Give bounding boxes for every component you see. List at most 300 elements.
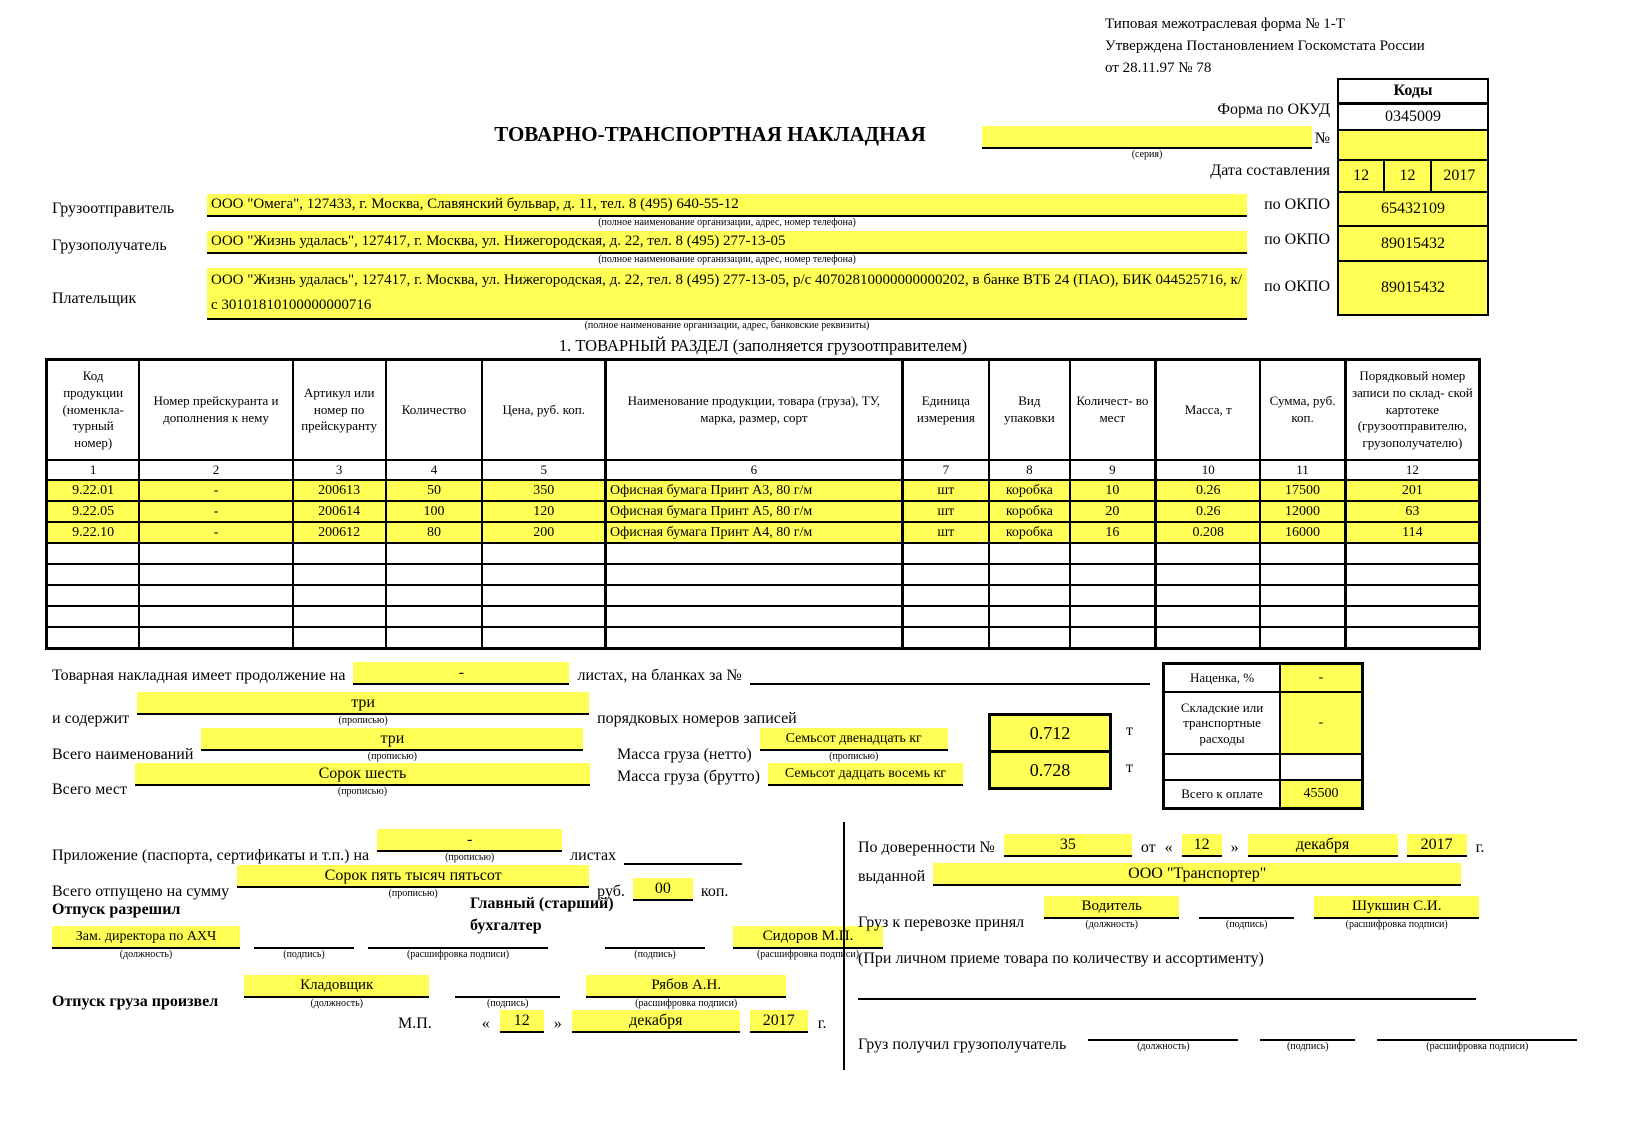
continuation-pre: Товарная накладная имеет продолжение на (52, 667, 346, 684)
cell[interactable] (139, 564, 292, 585)
names-field-wrap (201, 728, 583, 764)
col-header: Количество (386, 360, 483, 461)
gross-words-wrap (768, 763, 963, 786)
continuation-line2 (52, 692, 797, 728)
consignor-label: Грузоотправитель (52, 200, 175, 217)
table-row (47, 585, 1480, 606)
cell[interactable] (1260, 606, 1345, 627)
cell[interactable]: шт (902, 501, 989, 522)
col-number: 3 (293, 460, 386, 480)
cell[interactable] (47, 606, 140, 627)
cell[interactable] (606, 606, 903, 627)
accepted-position-wrap (1044, 896, 1179, 932)
okud-label: Форма по ОКУД (1217, 101, 1330, 118)
issued-field[interactable]: ООО "Транспортер" (933, 863, 1461, 886)
kop-field[interactable]: 00 (633, 878, 693, 901)
cell[interactable]: - (139, 501, 292, 522)
stamp-date-line (398, 1010, 827, 1033)
cell[interactable] (902, 627, 989, 649)
cell[interactable]: 114 (1345, 522, 1479, 543)
accepted-position-field[interactable]: Водитель (1044, 896, 1179, 919)
goods-header-row (47, 360, 1480, 461)
net-mass-field[interactable]: 0.712 (991, 716, 1109, 750)
places-label: Всего мест (52, 780, 127, 798)
cell[interactable]: 0.208 (1155, 522, 1260, 543)
cell[interactable] (1345, 585, 1479, 606)
payer-field[interactable]: ООО "Жизнь удалась", 127417, г. Москва, ул. Нижегородская, д. 22, тел. 8 (495) 277-13-05, р/с 40702810000000000202, в банке ВТБ 24 (ПАО), БИК 044525716, к/с 30101810100000000716 (207, 268, 1247, 320)
cell[interactable] (139, 627, 292, 649)
cell[interactable] (989, 606, 1070, 627)
okpo-label-consignor: по ОКПО (1264, 196, 1330, 213)
sum-label: Всего отпущено на сумму (52, 882, 230, 900)
attachment-pre: Приложение (паспорта, сертификаты и т.п.) на (52, 846, 370, 864)
cell[interactable] (902, 606, 989, 627)
release-allowed-label: Отпуск разрешил (52, 901, 181, 918)
payer-okpo-field[interactable]: 89015432 (1339, 262, 1487, 314)
accepted-sign-field[interactable] (1199, 896, 1294, 919)
warrant-from: от (1140, 839, 1156, 856)
accepted-name-field[interactable]: Шукшин С.И. (1314, 896, 1479, 919)
cell[interactable] (989, 543, 1070, 564)
col-number: 5 (482, 460, 605, 480)
words-caption: (прописью) (337, 786, 388, 797)
received-position-wrap (1088, 1018, 1238, 1054)
warrant-month-field[interactable]: декабря (1248, 834, 1398, 857)
codes-title: Коды (1339, 80, 1487, 104)
cell[interactable]: 16000 (1260, 522, 1345, 543)
warrant-year-field[interactable]: 2017 (1407, 834, 1467, 857)
cell[interactable] (1070, 627, 1156, 649)
cell[interactable]: коробка (989, 522, 1070, 543)
release-month-wrap (572, 1010, 740, 1033)
cell[interactable]: - (139, 480, 292, 501)
cell[interactable] (386, 627, 483, 649)
made-position-field[interactable]: Кладовщик (244, 975, 429, 998)
blank-sheets-line[interactable] (624, 843, 742, 865)
cell[interactable]: 80 (386, 522, 483, 543)
cell[interactable] (1070, 585, 1156, 606)
sign-name-caption: (расшифровка подписи) (1345, 919, 1448, 930)
col-header: Цена, руб. коп. (482, 360, 605, 461)
made-name-wrap (586, 975, 786, 1011)
form-note-line1: Типовая межотраслевая форма № 1-Т (1105, 16, 1345, 32)
col-number: 7 (902, 460, 989, 480)
okpo-label-payer: по ОКПО (1264, 278, 1330, 295)
contains-label: и содержит (52, 709, 130, 727)
cell[interactable]: 17500 (1260, 480, 1345, 501)
separator-line (858, 998, 1476, 1000)
accountant-sign-field[interactable] (605, 926, 705, 949)
cell[interactable] (1155, 564, 1260, 585)
cell[interactable]: коробка (989, 501, 1070, 522)
cell[interactable]: коробка (989, 480, 1070, 501)
cell[interactable] (902, 564, 989, 585)
cell[interactable] (139, 585, 292, 606)
col-header: Номер прейскуранта и дополнения к нему (139, 360, 292, 461)
cell[interactable] (1070, 543, 1156, 564)
warrant-no-wrap (1004, 834, 1132, 857)
attachment-field-wrap (377, 829, 562, 865)
date-month-field[interactable]: 12 (1383, 161, 1429, 191)
table-row (47, 522, 1480, 543)
cell[interactable] (1260, 543, 1345, 564)
continuation-sheets-field[interactable]: - (353, 662, 569, 685)
cell[interactable] (47, 543, 140, 564)
col-header: Наименование продукции, товара (груза), ТУ, марка, размер, сорт (606, 360, 903, 461)
cell[interactable] (482, 627, 605, 649)
col-header: Порядковый номер записи по склад- ской картотеке (грузоотправителю, грузополучателю) (1345, 360, 1479, 461)
cell[interactable] (1155, 543, 1260, 564)
cell[interactable] (606, 564, 903, 585)
col-number: 4 (386, 460, 483, 480)
form-note-line3: от 28.11.97 № 78 (1105, 59, 1212, 76)
cell[interactable]: 9.22.05 (47, 501, 140, 522)
charges-block (1162, 662, 1364, 810)
cell[interactable]: Офисная бумага Принт А4, 80 г/м (606, 522, 903, 543)
sign-caption: (подпись) (486, 998, 529, 1009)
quote-open: « (481, 1015, 490, 1032)
gross-words-field[interactable]: Семьсот дадцать восемь кг (768, 763, 963, 786)
cell[interactable] (482, 606, 605, 627)
cell[interactable]: 0.26 (1155, 480, 1260, 501)
markup-label: Наценка, % (1165, 665, 1281, 691)
words-caption: (прописью) (338, 715, 388, 726)
made-sign-wrap (455, 975, 560, 1011)
cell[interactable] (482, 585, 605, 606)
received-sign-field[interactable] (1260, 1018, 1355, 1041)
words-caption: (прописью) (388, 888, 438, 899)
cell[interactable]: 100 (386, 501, 483, 522)
places-field[interactable]: Сорок шесть (135, 763, 590, 786)
allowed-position-wrap (52, 926, 240, 962)
consignor-caption: (полное наименование организации, адрес, номер телефона) (598, 217, 856, 228)
blank-number-line[interactable] (750, 663, 1150, 685)
release-day-field[interactable]: 12 (500, 1010, 544, 1033)
col-number: 2 (139, 460, 292, 480)
cell[interactable]: 20 (1070, 501, 1156, 522)
cell[interactable] (386, 585, 483, 606)
gross-mass-field[interactable]: 0.728 (991, 750, 1109, 787)
release-year-field[interactable]: 2017 (750, 1010, 808, 1033)
cell[interactable] (1260, 585, 1345, 606)
warrant-day-field[interactable]: 12 (1182, 834, 1222, 857)
empty-label (1165, 755, 1281, 779)
serial-field[interactable] (982, 126, 1312, 149)
cell[interactable] (1070, 564, 1156, 585)
contains-post: порядковых номеров записей (597, 709, 797, 727)
date-fields (1339, 161, 1487, 193)
names-line (52, 728, 583, 764)
cell[interactable] (293, 627, 386, 649)
issued-label: выданной (858, 868, 926, 885)
payer-label: Плательщик (52, 290, 137, 307)
storage-row (1165, 693, 1361, 755)
col-number: 9 (1070, 460, 1156, 480)
cell[interactable] (606, 627, 903, 649)
position-caption: (должность) (1137, 1041, 1190, 1052)
cell[interactable] (1345, 606, 1479, 627)
accepted-sign-wrap (1199, 896, 1294, 932)
attachment-line (52, 829, 742, 865)
cell[interactable] (1155, 627, 1260, 649)
year-suffix: г. (817, 1015, 827, 1032)
goods-table (45, 358, 1481, 650)
issued-line (858, 863, 1461, 886)
cell[interactable] (293, 543, 386, 564)
cell[interactable] (989, 564, 1070, 585)
consignee-label: Грузополучатель (52, 237, 167, 254)
year-suffix: г. (1475, 839, 1485, 856)
col-header: Артикул или номер по прейскуранту (293, 360, 386, 461)
cell[interactable] (989, 627, 1070, 649)
cell[interactable] (1070, 606, 1156, 627)
received-label: Груз получил грузополучатель (858, 1035, 1067, 1053)
cell[interactable]: 120 (482, 501, 605, 522)
cell[interactable]: - (139, 522, 292, 543)
warrant-day-wrap (1182, 834, 1222, 857)
table-row (47, 564, 1480, 585)
consignor-field[interactable]: ООО "Омега", 127433, г. Москва, Славянский бульвар, д. 11, тел. 8 (495) 640-55-12 (207, 194, 1247, 217)
consignee-field-wrap (207, 231, 1247, 267)
sign-caption: (подпись) (1225, 919, 1268, 930)
cell[interactable]: 350 (482, 480, 605, 501)
table-row (47, 501, 1480, 522)
cell[interactable]: 200612 (293, 522, 386, 543)
warrant-year-wrap (1407, 834, 1467, 857)
made-name-field[interactable]: Рябов А.Н. (586, 975, 786, 998)
cell[interactable]: 200613 (293, 480, 386, 501)
net-words-field[interactable]: Семьсот двенадцать кг (760, 728, 948, 751)
accountant-sigs (605, 926, 883, 962)
release-day-wrap (500, 1010, 544, 1033)
personal-receipt-note: (При личном приеме товара по количеству и ассортименту) (858, 950, 1264, 967)
cell[interactable] (902, 585, 989, 606)
cell[interactable] (386, 564, 483, 585)
sign-name-caption: (расшифровка подписи) (756, 949, 860, 960)
cell[interactable]: 16 (1070, 522, 1156, 543)
section-divider (843, 822, 845, 1070)
total-row (1165, 781, 1361, 807)
cell[interactable] (293, 606, 386, 627)
cell[interactable] (1155, 585, 1260, 606)
table-row (47, 606, 1480, 627)
cell[interactable] (47, 585, 140, 606)
form-note-line2: Утверждена Постановлением Госкомстата России (1105, 37, 1425, 54)
made-sign-field[interactable] (455, 975, 560, 998)
date-year-field[interactable]: 2017 (1430, 161, 1487, 191)
page-title: ТОВАРНО-ТРАНСПОРТНАЯ НАКЛАДНАЯ (494, 122, 926, 146)
attachment-post: листах (570, 846, 617, 864)
cell[interactable] (293, 585, 386, 606)
received-name-field[interactable] (1377, 1018, 1577, 1041)
goods-number-row (47, 460, 1480, 480)
table-row (47, 543, 1480, 564)
date-day-field[interactable]: 12 (1353, 167, 1370, 184)
cell[interactable]: 9.22.01 (47, 480, 140, 501)
cell[interactable]: 200 (482, 522, 605, 543)
net-words-wrap (760, 728, 948, 764)
col-number: 6 (606, 460, 903, 480)
cell[interactable] (606, 543, 903, 564)
col-header: Единица измерения (902, 360, 989, 461)
total-field[interactable]: 45500 (1281, 781, 1361, 807)
cell[interactable] (386, 543, 483, 564)
cell[interactable] (1260, 564, 1345, 585)
okud-code-field: 0345009 (1339, 104, 1487, 131)
release-made-label: Отпуск груза произвел (52, 992, 219, 1010)
places-field-wrap (135, 763, 590, 799)
markup-field[interactable]: - (1281, 665, 1361, 691)
received-name-wrap (1377, 1018, 1577, 1054)
cell[interactable]: 50 (386, 480, 483, 501)
kop-field-wrap (633, 878, 693, 901)
continuation-sheets-wrap (353, 662, 569, 685)
col-header: Код продукции (номенкла- турный номер) (47, 360, 140, 461)
kop-label: коп. (700, 882, 729, 900)
cell[interactable] (47, 564, 140, 585)
cell[interactable]: 200614 (293, 501, 386, 522)
date-label: Дата составления (1210, 162, 1330, 179)
release-year-wrap (750, 1010, 808, 1033)
places-line (52, 763, 590, 799)
accountant-name-field[interactable]: Сидоров М.П. (733, 926, 883, 949)
warrant-month-wrap (1248, 834, 1398, 857)
net-mass-label: Масса груза (нетто) (617, 745, 752, 763)
payer-caption: (полное наименование организации, адрес, банковские реквизиты) (584, 320, 870, 331)
cell[interactable]: 9.22.10 (47, 522, 140, 543)
sign-name-caption: (расшифровка подписи) (406, 949, 510, 960)
sign-name-caption: (расшифровка подписи) (1426, 1041, 1529, 1052)
sign-name-caption: (расшифровка подписи) (635, 998, 738, 1009)
consignee-field[interactable]: ООО "Жизнь удалась", 127417, г. Москва, ул. Нижегородская, д. 22, тел. 8 (495) 277-13-05 (207, 231, 1247, 254)
cell[interactable] (1155, 606, 1260, 627)
accountant-label-1: Главный (старший) (470, 895, 614, 912)
col-number: 1 (47, 460, 140, 480)
table-row (47, 480, 1480, 501)
number-code-field[interactable] (1339, 131, 1487, 161)
cell[interactable]: Офисная бумага Принт А5, 80 г/м (606, 501, 903, 522)
col-header: Вид упаковки (989, 360, 1070, 461)
cell[interactable] (139, 606, 292, 627)
gross-mass-label: Масса груза (брутто) (617, 768, 760, 785)
cell[interactable]: шт (902, 480, 989, 501)
col-number: 12 (1345, 460, 1479, 480)
received-sign-wrap (1260, 1018, 1355, 1054)
markup-row (1165, 665, 1361, 693)
release-month-field[interactable]: декабря (572, 1010, 740, 1033)
empty-row (1165, 755, 1361, 781)
col-number: 10 (1155, 460, 1260, 480)
release-made-line (52, 975, 786, 1011)
gross-mass-line (617, 763, 963, 786)
serial-caption: (серия) (1131, 149, 1163, 160)
attachment-field[interactable]: - (377, 829, 562, 852)
words-caption: (прописью) (367, 751, 417, 762)
accountant-label-2: бухгалтер (470, 917, 542, 934)
cell[interactable]: 12000 (1260, 501, 1345, 522)
made-position-wrap (244, 975, 429, 1011)
cell[interactable] (1345, 627, 1479, 649)
words-caption: (прописью) (829, 751, 879, 762)
allowed-position-field[interactable]: Зам. директора по АХЧ (52, 926, 240, 949)
payer-field-wrap (207, 268, 1247, 333)
names-label: Всего наименований (52, 745, 194, 763)
cell[interactable] (139, 543, 292, 564)
goods-section-title: 1. ТОВАРНЫЙ РАЗДЕЛ (заполняется грузоотправителем) (558, 336, 968, 355)
cell[interactable] (902, 543, 989, 564)
col-number: 11 (1260, 460, 1345, 480)
consignee-okpo-field[interactable]: 89015432 (1339, 227, 1487, 262)
col-header: Сумма, руб. коп. (1260, 360, 1345, 461)
continuation-post: листах, на бланках за № (577, 667, 742, 684)
allowed-sign-field[interactable] (254, 926, 354, 949)
total-label: Всего к оплате (1165, 781, 1281, 807)
cell[interactable] (482, 543, 605, 564)
received-line (858, 1018, 1577, 1054)
form-note (1105, 14, 1635, 79)
allowed-sign-wrap (254, 926, 354, 962)
cell[interactable] (386, 606, 483, 627)
sign-caption: (подпись) (634, 949, 676, 960)
cell[interactable] (1345, 543, 1479, 564)
contains-field[interactable]: три (137, 692, 589, 715)
table-row (47, 627, 1480, 649)
storage-field[interactable]: - (1281, 693, 1361, 753)
col-number: 8 (989, 460, 1070, 480)
consignor-field-wrap (207, 194, 1247, 230)
cell[interactable]: 63 (1345, 501, 1479, 522)
accepted-line (858, 896, 1479, 932)
cell[interactable] (989, 585, 1070, 606)
cell[interactable]: 0.26 (1155, 501, 1260, 522)
cell[interactable] (47, 627, 140, 649)
cell[interactable] (293, 564, 386, 585)
warrant-pre: По доверенности № (858, 839, 995, 856)
received-position-field[interactable] (1088, 1018, 1238, 1041)
net-mass-line (617, 728, 948, 764)
consignee-caption: (полное наименование организации, адрес, номер телефона) (598, 254, 856, 265)
cell[interactable] (606, 585, 903, 606)
okpo-label-consignee: по ОКПО (1264, 231, 1330, 248)
cell[interactable]: 201 (1345, 480, 1479, 501)
total-sum-line (52, 865, 728, 901)
sign-caption: (подпись) (283, 949, 325, 960)
position-caption: (должность) (310, 998, 363, 1009)
warrant-no-field[interactable]: 35 (1004, 834, 1132, 857)
sum-words-field[interactable]: Сорок пять тысяч пятьсот (237, 865, 589, 888)
cell[interactable]: шт (902, 522, 989, 543)
cell[interactable] (1260, 627, 1345, 649)
mass-values-box (988, 713, 1112, 790)
rub-label: руб. (597, 882, 625, 900)
stamp-label: М.П. (398, 1015, 432, 1032)
ton-unit-net: т (1126, 722, 1133, 739)
empty-field[interactable] (1281, 755, 1361, 779)
col-header: Масса, т (1155, 360, 1260, 461)
ton-unit-gross: т (1126, 759, 1133, 776)
cell[interactable] (1345, 564, 1479, 585)
position-caption: (должность) (1085, 919, 1138, 930)
names-field[interactable]: три (201, 728, 583, 751)
cell[interactable]: Офисная бумага Принт А3, 80 г/м (606, 480, 903, 501)
col-header: Количест- во мест (1070, 360, 1156, 461)
cell[interactable]: 10 (1070, 480, 1156, 501)
number-label: № (1314, 130, 1330, 147)
continuation-line1 (52, 662, 1150, 685)
cell[interactable] (482, 564, 605, 585)
accountant-sign-wrap (605, 926, 705, 962)
consignor-okpo-field[interactable]: 65432109 (1339, 193, 1487, 227)
